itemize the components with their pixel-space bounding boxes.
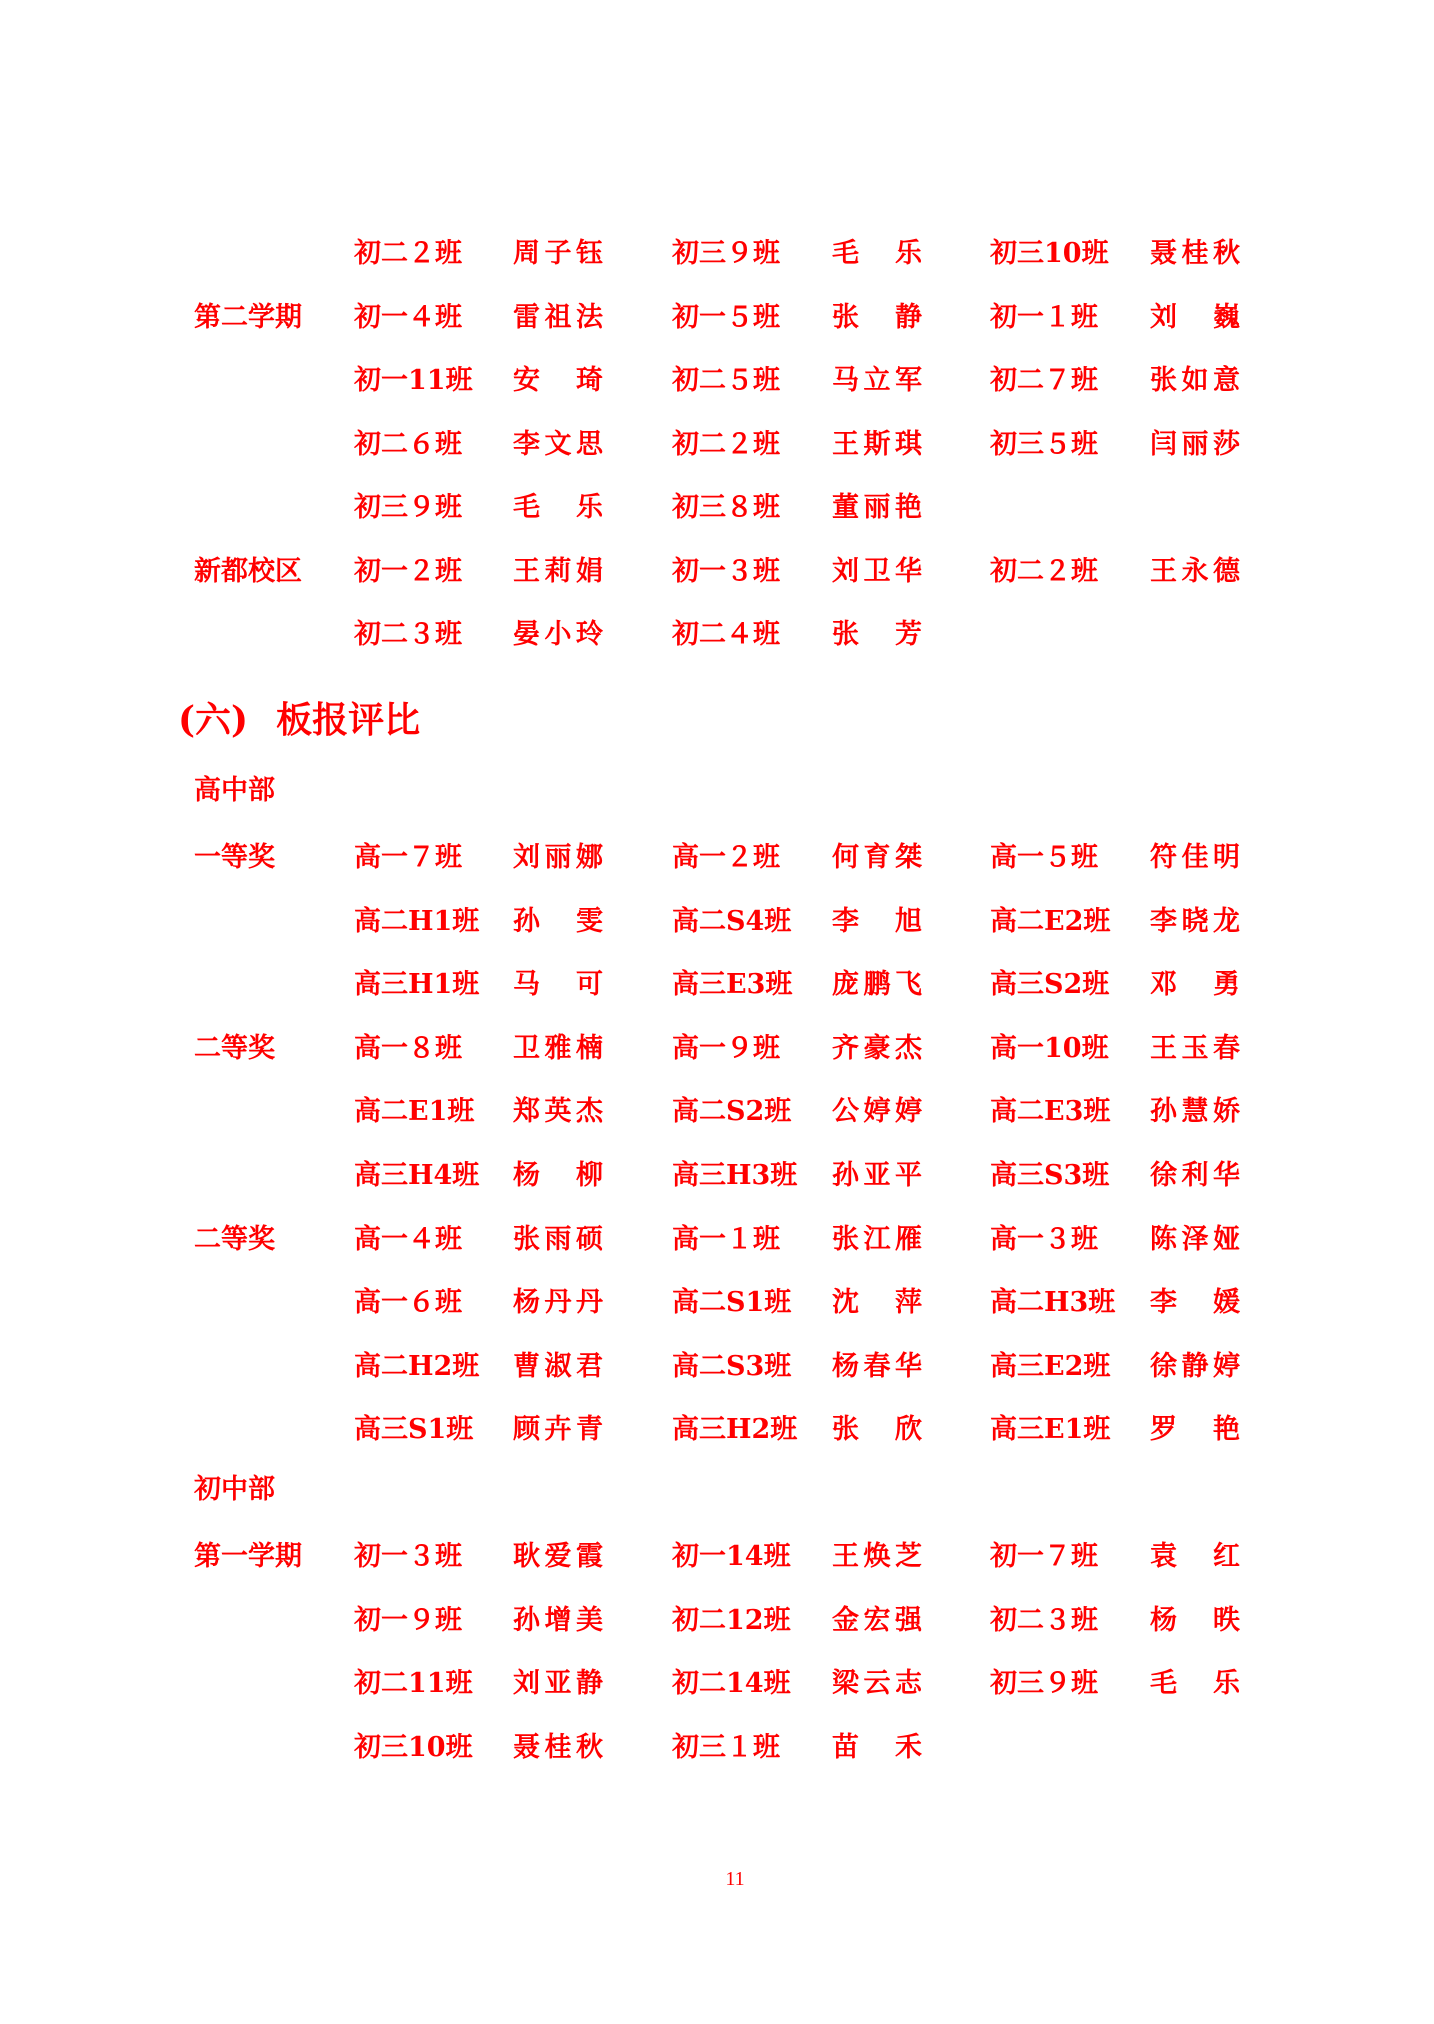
class-name: 初三９班 [672, 238, 780, 269]
teacher-name: 杨 昳 [1150, 1604, 1240, 1636]
class-name: 初三５班 [990, 428, 1098, 460]
class-name: 高三H1班 [354, 969, 480, 1001]
class-name: 高一３班 [990, 1223, 1098, 1255]
class-name: 高二E3班 [990, 1096, 1111, 1128]
teacher-name: 李晓龙 [1150, 905, 1240, 937]
list-row [0, 1664, 1434, 1704]
class-name: 初一７班 [990, 1541, 1098, 1572]
teacher-name: 李 媛 [1150, 1287, 1240, 1319]
list-row [0, 1092, 1434, 1132]
class-name: 初二６班 [354, 428, 462, 460]
class-name: 高二H2班 [354, 1350, 480, 1382]
teacher-name: 沈 萍 [832, 1287, 922, 1319]
teacher-name: 马立军 [832, 365, 922, 396]
class-name: 高三H2班 [672, 1414, 798, 1446]
teacher-name: 徐利华 [1150, 1160, 1240, 1191]
class-name: 高二E1班 [354, 1096, 475, 1128]
class-name: 高一２班 [672, 842, 780, 873]
section-number: (六) [178, 699, 249, 741]
class-name: 初二２班 [354, 238, 462, 269]
teacher-name: 王莉娟 [513, 555, 603, 587]
teacher-name: 公婷婷 [832, 1096, 922, 1128]
list-row [0, 488, 1434, 528]
teacher-name: 齐豪杰 [832, 1032, 922, 1064]
class-name: 初一４班 [354, 301, 462, 333]
class-name: 初二２班 [990, 555, 1098, 587]
class-name: 高三S2班 [990, 969, 1110, 1001]
row-label: 二等奖 [194, 1032, 275, 1064]
teacher-name: 毛 乐 [832, 238, 922, 269]
row-label: 第一学期 [194, 1541, 302, 1572]
teacher-name: 刘亚静 [513, 1668, 603, 1700]
teacher-name: 陈泽娅 [1150, 1223, 1240, 1255]
teacher-name: 毛 乐 [1150, 1668, 1240, 1700]
teacher-name: 曹淑君 [513, 1350, 603, 1382]
teacher-name: 孙增美 [513, 1604, 603, 1636]
teacher-name: 徐静婷 [1150, 1350, 1240, 1382]
teacher-name: 张 静 [832, 301, 922, 333]
class-name: 初二３班 [354, 619, 462, 650]
class-name: 初二14班 [672, 1668, 791, 1700]
teacher-name: 聂桂秋 [1150, 238, 1240, 269]
teacher-name: 刘卫华 [832, 555, 922, 587]
teacher-name: 毛 乐 [513, 492, 603, 523]
section-heading [178, 696, 420, 744]
list-row [0, 361, 1434, 401]
class-name: 高二S2班 [672, 1096, 792, 1128]
teacher-name: 张江雁 [832, 1223, 922, 1255]
teacher-name: 苗 禾 [832, 1731, 922, 1763]
teacher-name: 孙慧娇 [1150, 1096, 1240, 1128]
class-name: 高一10班 [990, 1032, 1109, 1064]
list-row [0, 902, 1434, 942]
class-name: 初一11班 [354, 365, 473, 396]
list-row [0, 298, 1434, 338]
class-name: 高三E1班 [990, 1414, 1111, 1446]
class-name: 高一８班 [354, 1032, 462, 1064]
class-name: 初一３班 [672, 555, 780, 587]
class-name: 初三９班 [990, 1668, 1098, 1700]
class-name: 初三10班 [990, 238, 1109, 269]
class-name: 高二S1班 [672, 1287, 792, 1319]
class-name: 高一６班 [354, 1287, 462, 1319]
list-row [0, 1347, 1434, 1387]
class-name: 初二５班 [672, 365, 780, 396]
list-row [0, 552, 1434, 592]
teacher-name: 耿爱霞 [513, 1541, 603, 1572]
list-row [0, 1601, 1434, 1641]
teacher-name: 张 欣 [832, 1414, 922, 1446]
teacher-name: 郑英杰 [513, 1096, 603, 1128]
class-name: 初一３班 [354, 1541, 462, 1572]
teacher-name: 顾卉青 [513, 1414, 603, 1446]
class-name: 高一５班 [990, 842, 1098, 873]
class-name: 高二S3班 [672, 1350, 792, 1382]
list-row [0, 838, 1434, 878]
teacher-name: 董丽艳 [832, 492, 922, 523]
class-name: 高三E3班 [672, 969, 793, 1001]
teacher-name: 周子钰 [513, 238, 603, 269]
teacher-name: 聂桂秋 [513, 1731, 603, 1763]
teacher-name: 庞鹏飞 [832, 969, 922, 1001]
class-name: 初三９班 [354, 492, 462, 523]
teacher-name: 晏小玲 [513, 619, 603, 650]
row-label: 二等奖 [194, 1223, 275, 1255]
teacher-name: 王焕芝 [832, 1541, 922, 1572]
list-row [0, 615, 1434, 655]
class-name: 初三１班 [672, 1731, 780, 1763]
row-label: 第二学期 [194, 301, 302, 333]
class-name: 初一５班 [672, 301, 780, 333]
page-number: 11 [725, 1868, 745, 1890]
class-name: 初一１班 [990, 301, 1098, 333]
class-name: 初一２班 [354, 555, 462, 587]
row-label: 一等奖 [194, 842, 275, 873]
teacher-name: 李文思 [513, 428, 603, 460]
teacher-name: 孙亚平 [832, 1160, 922, 1191]
list-row [0, 1156, 1434, 1196]
high-school-title: 高中部 [194, 775, 275, 806]
class-name: 初二12班 [672, 1604, 791, 1636]
teacher-name: 杨 柳 [513, 1160, 603, 1191]
list-row [0, 965, 1434, 1005]
list-row [0, 1220, 1434, 1260]
class-name: 高三H3班 [672, 1160, 798, 1191]
class-name: 初一14班 [672, 1541, 791, 1572]
teacher-name: 袁 红 [1150, 1541, 1240, 1572]
list-row [0, 1537, 1434, 1577]
class-name: 初二11班 [354, 1668, 473, 1700]
class-name: 高一４班 [354, 1223, 462, 1255]
class-name: 高一９班 [672, 1032, 780, 1064]
class-name: 初二７班 [990, 365, 1098, 396]
teacher-name: 闫丽莎 [1150, 428, 1240, 460]
class-name: 初二２班 [672, 428, 780, 460]
teacher-name: 卫雅楠 [513, 1032, 603, 1064]
class-name: 高三H4班 [354, 1160, 480, 1191]
teacher-name: 马 可 [513, 969, 603, 1001]
class-name: 初三10班 [354, 1731, 473, 1763]
teacher-name: 罗 艳 [1150, 1414, 1240, 1446]
list-row [0, 1728, 1434, 1768]
teacher-name: 张如意 [1150, 365, 1240, 396]
teacher-name: 杨丹丹 [513, 1287, 603, 1319]
class-name: 初二４班 [672, 619, 780, 650]
teacher-name: 孙 雯 [513, 905, 603, 937]
list-row [0, 1410, 1434, 1450]
class-name: 高三S1班 [354, 1414, 474, 1446]
class-name: 初三８班 [672, 492, 780, 523]
teacher-name: 张 芳 [832, 619, 922, 650]
class-name: 高二H1班 [354, 905, 480, 937]
teacher-name: 王永德 [1150, 555, 1240, 587]
class-name: 高一７班 [354, 842, 462, 873]
teacher-name: 王玉春 [1150, 1032, 1240, 1064]
class-name: 高二H3班 [990, 1287, 1116, 1319]
teacher-name: 杨春华 [832, 1350, 922, 1382]
class-name: 高二S4班 [672, 905, 792, 937]
teacher-name: 张雨硕 [513, 1223, 603, 1255]
teacher-name: 金宏强 [832, 1604, 922, 1636]
class-name: 初二３班 [990, 1604, 1098, 1636]
list-row [0, 425, 1434, 465]
class-name: 初一９班 [354, 1604, 462, 1636]
teacher-name: 王斯琪 [832, 428, 922, 460]
list-row [0, 234, 1434, 274]
teacher-name: 何育桀 [832, 842, 922, 873]
teacher-name: 安 琦 [513, 365, 603, 396]
teacher-name: 符佳明 [1150, 842, 1240, 873]
list-row [0, 1029, 1434, 1069]
teacher-name: 邓 勇 [1150, 969, 1240, 1001]
teacher-name: 雷祖法 [513, 301, 603, 333]
teacher-name: 李 旭 [832, 905, 922, 937]
section-title: 板报评比 [276, 699, 421, 741]
list-row [0, 1283, 1434, 1323]
teacher-name: 刘丽娜 [513, 842, 603, 873]
middle-school-title: 初中部 [194, 1474, 275, 1505]
row-label: 新都校区 [194, 555, 302, 587]
teacher-name: 梁云志 [832, 1668, 922, 1700]
class-name: 高一１班 [672, 1223, 780, 1255]
class-name: 高三S3班 [990, 1160, 1110, 1191]
class-name: 高三E2班 [990, 1350, 1111, 1382]
class-name: 高二E2班 [990, 905, 1111, 937]
teacher-name: 刘 巍 [1150, 301, 1240, 333]
